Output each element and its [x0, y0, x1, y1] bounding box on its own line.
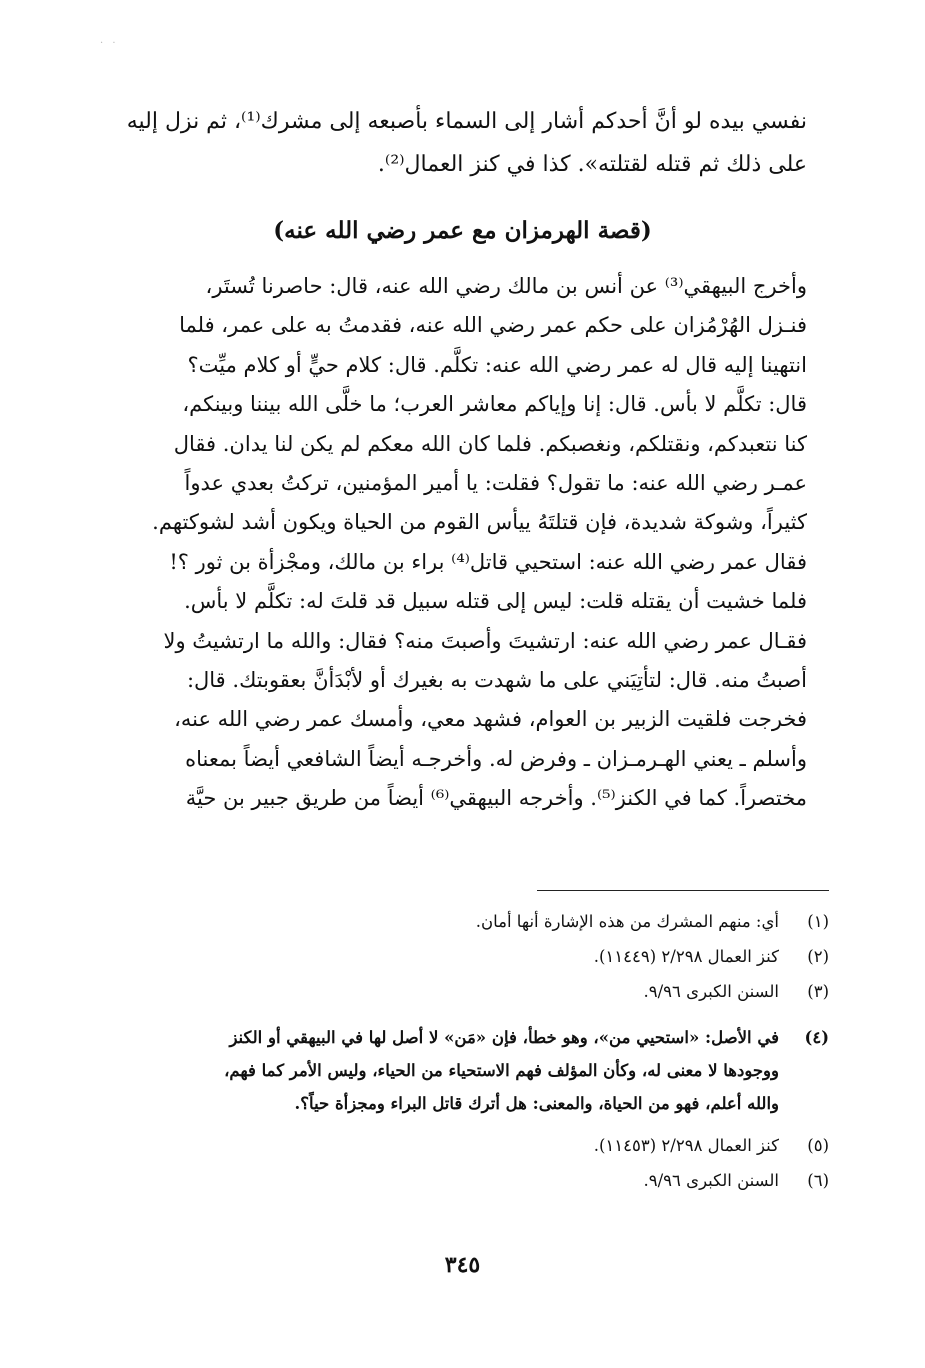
footnote-number: (٢): [807, 947, 829, 966]
text-line: عمـر رضي الله عنه: ما تقول؟ فقلت: يا أمير المؤمنين، تركتُ بعدي عدواً: [184, 471, 807, 496]
footnote-number: (١): [807, 912, 829, 931]
footnote: [117, 904, 829, 939]
footnote: [117, 1128, 829, 1163]
text-line: فلما خشيت أن يقتله قلت: ليس إلى قتله سبيل قد قلتَ له: تكلَّم لا بأس.: [184, 589, 807, 614]
footnote-line: في الأصل: «استحيي من»، وهو خطأ، فإن «مَن» لا أصل لها في البيهقي أو الكنز: [229, 1028, 779, 1047]
text-line: وأسلم ـ يعني الهـرمـزان ـ وفرض له. وأخرجـه أيضاً الشافعي أيضاً بمعناه: [185, 746, 807, 771]
text-line: كنا نتعبدكم، ونقتلكم، ونغصبكم. فلما كان الله معكم لم يكن لنا يدان. فقال: [173, 431, 807, 456]
text-line: فنـزل الهُرْمُزان على حكم عمر رضي الله عنه، فقدمتُ به على عمر، فلما: [179, 313, 807, 338]
text-line: نفسي بيده لو أنَّ أحدكم أشار إلى السماء بأصبعه إلى مشرك⁽¹⁾، ثم نزل إليه: [126, 109, 807, 134]
footnote-text: [117, 1021, 779, 1120]
footnote: [117, 1163, 829, 1198]
text-line: انتهينا إليه قال له عمر رضي الله عنه: تكلَّم. قال: كلام حيٍّ أو كلام ميِّت؟: [187, 352, 807, 377]
text-line: أصبتُ منه. قال: لتأتِيَني على ما شهدت به بغيرك أو لأبْدَأنَّ بعقوبتك. قال:: [186, 668, 807, 693]
footnote-number: (٦): [807, 1171, 829, 1190]
footnote-line: ووجودها لا معنى له، وكأن المؤلف فهم الاستحياء من الحياء، وليس الأمر كما فهم،: [224, 1061, 779, 1080]
footnote-line: والله أعلم، فهو من الحياة، والمعنى: هل أترك قاتل البراء ومجزأة حياً؟.: [294, 1094, 779, 1113]
text-line: كثيراً، وشوكة شديدة، فإن قتلتَهُ ييأس القوم من الحياة ويكون أشد لشوكتهم.: [152, 510, 807, 535]
footnotes: [117, 904, 829, 1198]
footnote-text: السنن الكبرى ٩/٩٦.: [643, 1171, 779, 1190]
footnote-text: كنز العمال ٢/٢٩٨ (١١٤٤٩).: [593, 947, 779, 966]
text-line: فقال عمر رضي الله عنه: استحيي قاتل⁽⁴⁾ براء بن مالك، ومجْزأة بن ثور ؟!: [169, 549, 807, 574]
text-line: فخرجت فلقيت الزبير بن العوام، فشهد معي، وأمسك عمر رضي الله عنه،: [174, 707, 807, 732]
footnote-text: السنن الكبرى ٩/٩٦.: [643, 982, 779, 1001]
text-line: على ذلك ثم قتله لقتلته». كذا في كنز العمال⁽²⁾.: [377, 152, 807, 177]
text-line: مختصراً. كما في الكنز⁽⁵⁾. وأخرجه البيهقي⁽⁶⁾ أيضاً من طريق جبير بن حيَّة: [185, 786, 807, 811]
footnote: [117, 939, 829, 974]
intro-paragraph: [117, 100, 807, 186]
footnote-text: كنز العمال ٢/٢٩٨ (١١٤٥٣).: [593, 1136, 779, 1155]
text-line: وأخرج البيهقي⁽³⁾ عن أنس بن مالك رضي الله عنه، قال: حاصرنا تُستَر،: [205, 274, 807, 298]
text-line: فقـال عمر رضي الله عنه: ارتشيتَ وأصبتَ منه؟ فقال: والله ما ارتشيتُ ولا: [163, 628, 807, 653]
text-line: قال: تكلَّم لا بأس. قال: إنا وإياكم معاشر العرب؛ ما خلَّى الله بيننا وبينكم،: [182, 392, 807, 417]
footnote: [117, 974, 829, 1009]
body-paragraph: [117, 267, 807, 819]
section-heading: (قصة الهرمزان مع عمر رضي الله عنه): [273, 217, 652, 244]
footnote-number: (٤): [804, 1028, 829, 1047]
footnote-text: أي: منهم المشرك من هذه الإشارة أنها أمان.: [475, 912, 779, 931]
footnote-number: (٥): [807, 1136, 829, 1155]
page-number: ٣٤٥: [444, 1252, 481, 1278]
footnote-number: (٣): [807, 982, 829, 1001]
footnote-separator: [537, 890, 829, 891]
scan-speck-mark: · ·: [100, 38, 119, 49]
footnote: [117, 1021, 829, 1120]
